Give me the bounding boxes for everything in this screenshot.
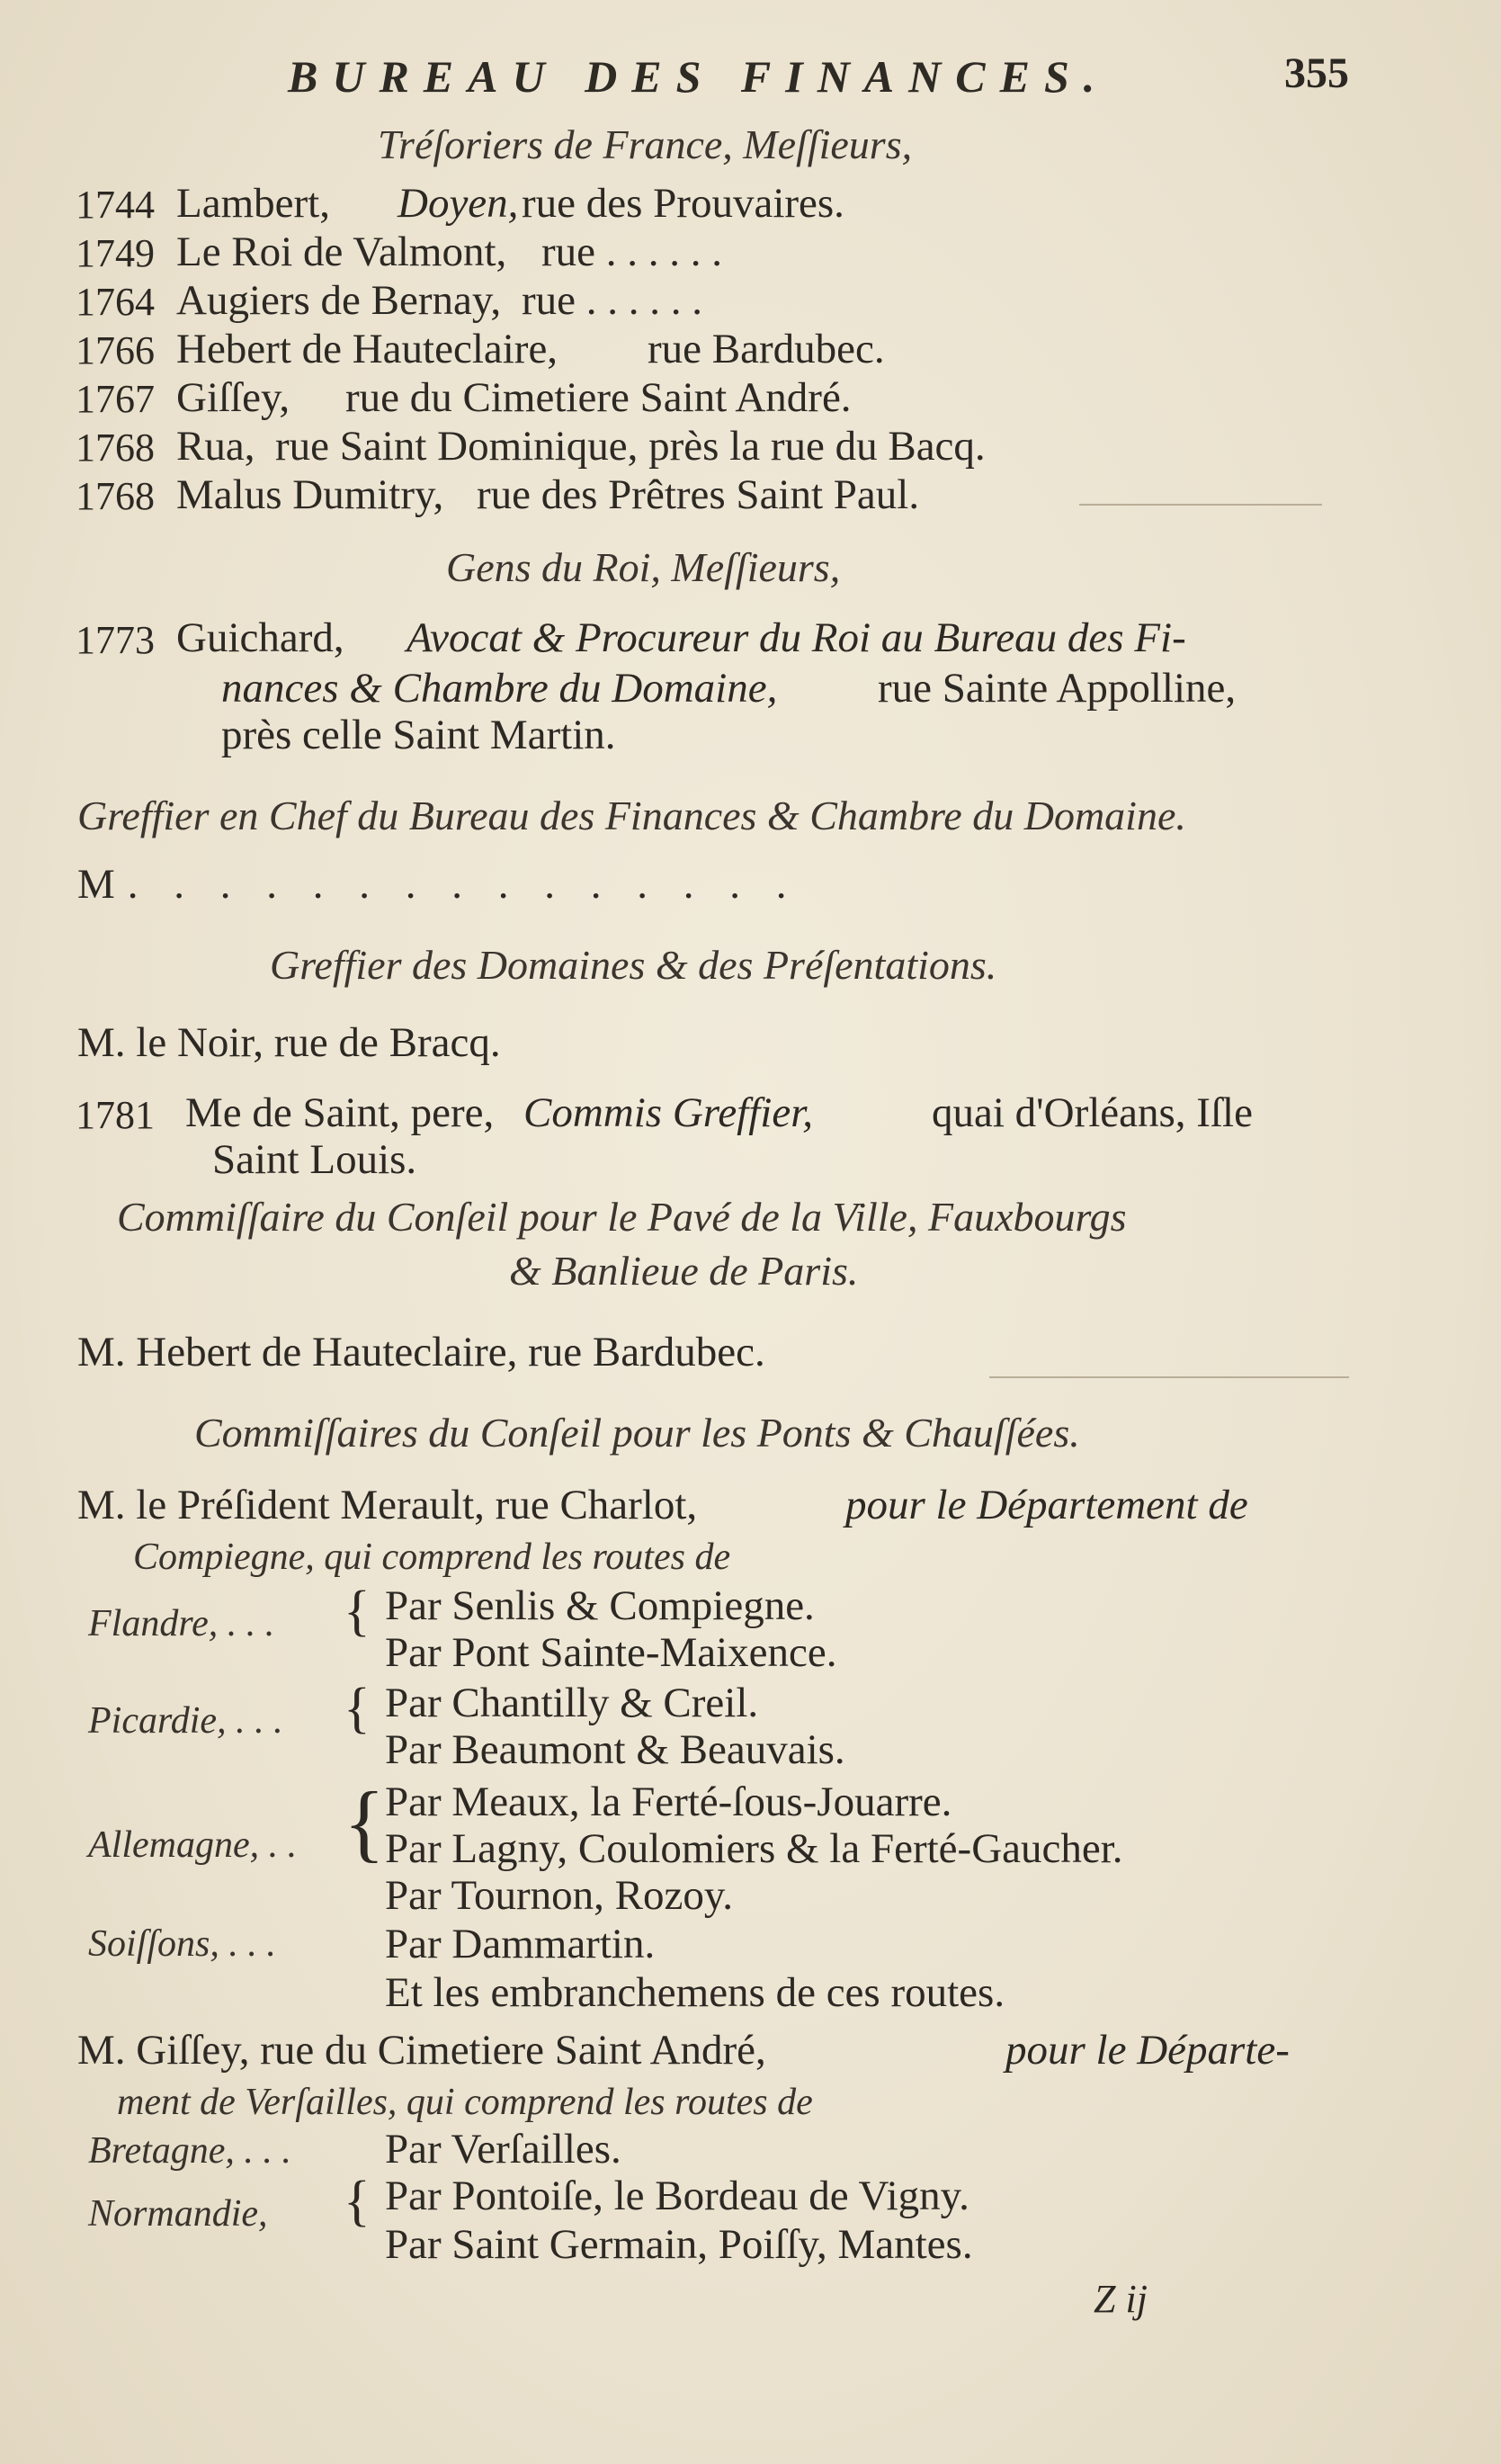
- entry-address: rue Sainte Appolline,: [878, 665, 1237, 712]
- route-line: Et les embranchemens de ces routes.: [385, 1969, 1005, 2016]
- section-heading-commissaire-pave-2: & Banlieue de Paris.: [509, 1248, 859, 1294]
- route-line: Par Pont Sainte-Maixence.: [385, 1629, 837, 1676]
- brace-icon: {: [344, 1774, 386, 1870]
- route-line: Par Tournon, Rozoy.: [385, 1872, 734, 1919]
- entry-address: rue des Prouvaires.: [522, 180, 844, 227]
- entry-year: 1764: [76, 280, 155, 324]
- entry-address: Saint Louis.: [212, 1136, 417, 1183]
- route-line: Par Saint Germain, Poiſſy, Mantes.: [385, 2221, 973, 2268]
- entry-name: M. Giſſey, rue du Cimetiere Saint André,: [77, 2027, 766, 2074]
- entry-address: quai d'Orléans, Iſle: [932, 1089, 1253, 1136]
- entry-address: rue . . . . . .: [541, 228, 723, 275]
- route-line: Par Beaumont & Beauvais.: [385, 1726, 845, 1773]
- section-heading-greffier-chef: Greffier en Chef du Bureau des Finances & Chambre du Domaine.: [77, 793, 1186, 838]
- brace-icon: {: [344, 2171, 371, 2232]
- route-line: Par Lagny, Coulomiers & la Ferté-Gaucher.: [385, 1825, 1123, 1872]
- entry-title: pour le Département de: [845, 1482, 1248, 1528]
- entry-title: Doyen,: [398, 180, 519, 227]
- entry-address: rue Bardubec.: [648, 326, 885, 372]
- section-heading-tresoriers: Tréſoriers de France, Meſſieurs,: [378, 121, 913, 167]
- entry-name: Augiers de Bernay,: [176, 277, 502, 324]
- entry-name: Me de Saint, pere,: [185, 1089, 495, 1136]
- route-line: Par Verſailles.: [385, 2126, 621, 2173]
- entry-title: pour le Départe-: [1005, 2027, 1290, 2074]
- entry-year: 1768: [76, 426, 155, 470]
- section-heading-greffier-domaines: Greffier des Domaines & des Préſentations.: [270, 942, 997, 988]
- entry-name: Rua,: [176, 423, 255, 470]
- entry-name: Le Roi de Valmont,: [176, 228, 507, 275]
- entry-address: rue Saint Dominique, près la rue du Bacq.: [275, 423, 986, 470]
- entry-name: Lambert,: [176, 180, 330, 227]
- route-region: Bretagne, . . .: [88, 2130, 291, 2172]
- entry-name: Giſſey,: [176, 374, 290, 421]
- route-line: Par Pontoiſe, le Bordeau de Vigny.: [385, 2173, 969, 2219]
- section-heading-ponts-chaussees: Commiſſaires du Conſeil pour les Ponts & Chauſſées.: [194, 1410, 1080, 1456]
- route-line: Par Chantilly & Creil.: [385, 1680, 759, 1726]
- route-region: Picardie, . . .: [88, 1700, 283, 1742]
- entry-title: Commis Greffier,: [523, 1089, 814, 1136]
- page-number: 355: [1284, 49, 1349, 97]
- entry-name: M. le Noir, rue de Bracq.: [77, 1019, 501, 1066]
- entry-name: M. Hebert de Hauteclaire, rue Bardubec.: [77, 1329, 765, 1375]
- divider: [989, 1376, 1349, 1378]
- route-region: Normandie,: [88, 2193, 268, 2235]
- entry-year: 1744: [76, 183, 155, 227]
- brace-icon: {: [344, 1581, 371, 1642]
- route-region: Flandre, . . .: [88, 1603, 275, 1644]
- route-region: Allemagne, . .: [88, 1824, 298, 1866]
- entry-name: Malus Dumitry,: [176, 471, 444, 518]
- entry-title: nances & Chambre du Domaine,: [221, 665, 778, 712]
- brace-icon: {: [344, 1678, 371, 1739]
- running-title: BUREAU DES FINANCES.: [288, 51, 1110, 102]
- entry-year: 1766: [76, 328, 155, 372]
- entry-title: ment de Verſailles, qui comprend les routes de: [117, 2082, 813, 2123]
- entry-address: rue des Prêtres Saint Paul.: [477, 471, 920, 518]
- entry-year: 1773: [76, 618, 155, 662]
- section-heading-commissaire-pave: Commiſſaire du Conſeil pour le Pavé de la Ville, Fauxbourgs: [117, 1194, 1127, 1240]
- entry-year: 1768: [76, 474, 155, 518]
- entry-year: 1749: [76, 231, 155, 275]
- entry-title: Compiegne, qui comprend les routes de: [133, 1537, 731, 1578]
- route-line: Par Meaux, la Ferté-ſous-Jouarre.: [385, 1779, 952, 1825]
- section-heading-gens-du-roi: Gens du Roi, Meſſieurs,: [446, 544, 841, 590]
- route-line: Par Senlis & Compiegne.: [385, 1582, 815, 1629]
- entry-year: 1767: [76, 377, 155, 421]
- signature-mark: Z ij: [1094, 2277, 1148, 2321]
- entry-name: M. . . . . . . . . . . . . . .: [77, 861, 800, 908]
- entry-name: M. le Préſident Merault, rue Charlot,: [77, 1482, 698, 1528]
- entry-address: rue . . . . . .: [522, 277, 703, 324]
- entry-address: rue du Cimetiere Saint André.: [345, 374, 852, 421]
- entry-address: près celle Saint Martin.: [221, 712, 616, 758]
- route-line: Par Dammartin.: [385, 1921, 656, 1967]
- entry-title: Avocat & Procureur du Roi au Bureau des Fi-: [407, 614, 1186, 661]
- divider: [1079, 504, 1322, 506]
- entry-name: Guichard,: [176, 614, 344, 661]
- route-region: Soiſſons, . . .: [88, 1923, 276, 1965]
- entry-year: 1781: [76, 1093, 155, 1137]
- entry-name: Hebert de Hauteclaire,: [176, 326, 558, 372]
